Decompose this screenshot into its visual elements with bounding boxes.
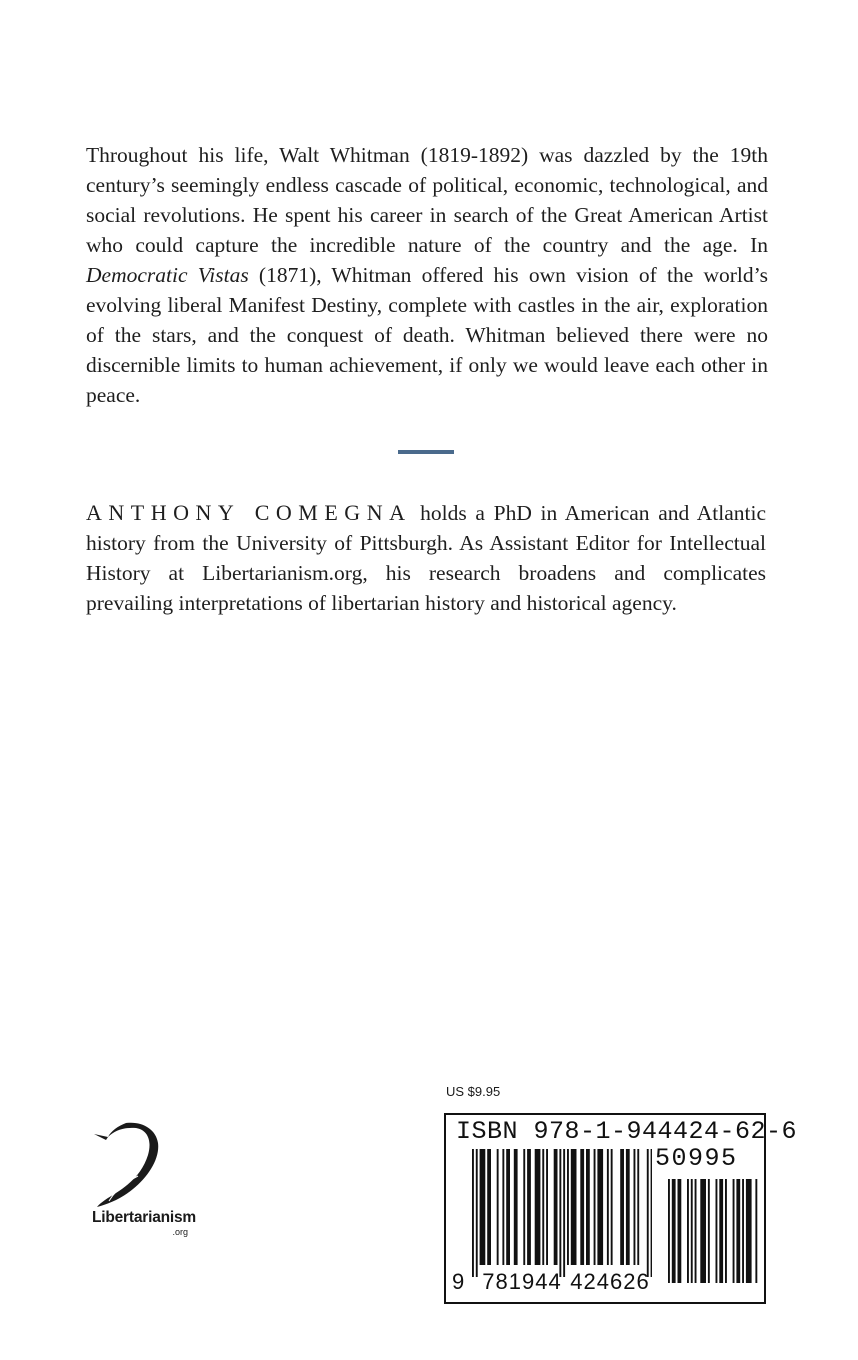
author-bio [86,498,766,618]
barcode-bar [634,1149,636,1265]
price-addon-digits: 50995 [655,1144,738,1173]
barcode-bar [580,1149,584,1265]
barcode-first-digit: 9 [452,1269,465,1294]
isbn-number: ISBN 978-1-944424-62-6 [456,1117,798,1146]
back-cover-blurb [86,140,768,410]
barcode-bar [716,1179,718,1283]
barcode-bar [571,1149,577,1265]
author-name: ANTHONY COMEGNA [86,500,412,525]
barcode-bar [708,1179,710,1283]
barcode-bar [559,1149,561,1277]
barcode-bar [672,1179,676,1283]
barcode-bar [637,1149,639,1265]
barcode-bar [746,1179,752,1283]
barcode-bar [700,1179,706,1283]
barcode-bar [626,1149,630,1265]
barcode-bar [514,1149,518,1265]
barcode-bar [527,1149,531,1265]
publisher-domain-suffix: .org [172,1227,188,1237]
publisher-name: Libertarianism [91,1209,196,1226]
barcode-bar [506,1149,510,1265]
barcode-bar [523,1149,525,1265]
barcode-bar [497,1149,499,1265]
barcode-left-digits: 781944 [482,1269,562,1294]
barcode-bar [678,1179,682,1283]
section-divider [398,450,454,454]
barcode-bar [620,1149,624,1265]
barcode-bar [487,1149,491,1265]
barcode-bar [594,1149,596,1265]
author-bio-text: holds a PhD in American and Atlantic history from the University of Pittsburgh. As Assistant Editor for Intellectual History at Libertarianism.org, his research broadens and complicates prevailing interpretations of libertarian history and historical agency. [86,501,766,615]
barcode-bar [472,1149,474,1277]
blurb-text-end: (1871), Whitman offered his own vision of the world’s evolving liberal Manifest Destiny, complete with castles in the air, exploration of the stars, and the conquest of death. Whitman believed there were no discernible limits to human achievement, if only we would leave each other in peace. [86,263,768,407]
barcode-bar [480,1149,486,1265]
barcode-bar [597,1149,603,1265]
barcode-bar [542,1149,544,1265]
barcode-bar [554,1149,558,1265]
barcode-bar [719,1179,723,1283]
barcode-right-digits: 424626 [570,1269,650,1294]
barcode-bar [546,1149,548,1265]
barcode-bar [733,1179,735,1283]
barcode-bar [611,1149,613,1265]
ean13-bars [472,1149,652,1279]
barcode-bar [502,1149,504,1265]
barcode-bar [567,1149,569,1265]
barcode-bar [736,1179,740,1283]
barcode-bar [607,1149,609,1265]
barcode-bar [476,1149,478,1277]
price-label: US $9.95 [446,1084,501,1099]
publisher-logo [62,1115,202,1255]
addon-bars [668,1179,762,1285]
blurb-text-start: Throughout his life, Walt Whitman (1819-1892) was dazzled by the 19th century’s seemingly endless cascade of political, economic, technological, and social revolutions. He spent his career in search of the Great American Artist who could capture the incredible nature of the country and the age. In [86,143,768,257]
barcode-bar [647,1149,649,1277]
barcode-bar [725,1179,727,1283]
barcode-bar [668,1179,670,1283]
barcode-bar [695,1179,697,1283]
isbn-barcode [444,1113,798,1304]
book-title: Democratic Vistas [86,263,249,287]
barcode-bar [586,1149,590,1265]
barcode-bar [563,1149,565,1277]
barcode-bar [755,1179,757,1283]
barcode-bar [687,1179,689,1283]
barcode-bar [651,1149,652,1277]
barcode-bar [691,1179,693,1283]
barcode-bar [535,1149,541,1265]
barcode-bar [742,1179,744,1283]
heron-icon [92,1115,172,1215]
